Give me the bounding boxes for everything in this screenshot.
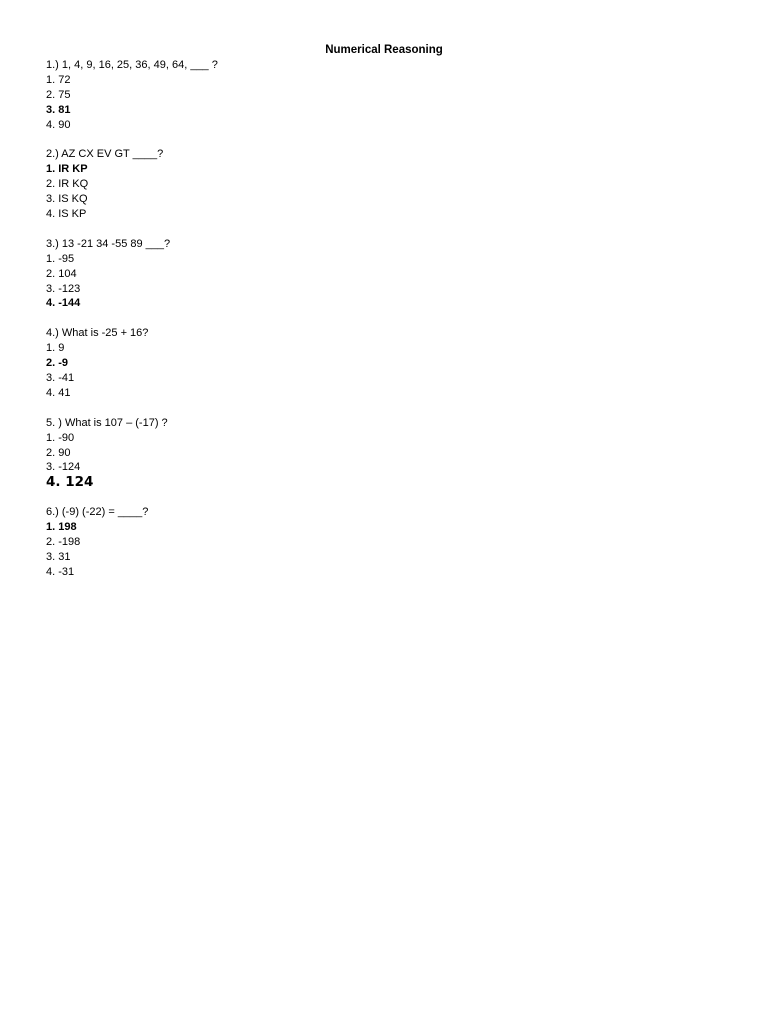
question-1	[46, 58, 726, 133]
question-prompt: 3.) 13 -21 34 -55 89 ___?	[46, 237, 171, 250]
correct-answer-option: 4. 124	[46, 474, 94, 491]
question-list	[46, 58, 726, 580]
answer-option: 3. -124	[46, 461, 81, 474]
answer-option: 4. IS KP	[46, 208, 87, 221]
question-prompt: 6.) (-9) (-22) = ____?	[46, 506, 149, 519]
question-2	[46, 147, 726, 222]
question-prompt: 1.) 1, 4, 9, 16, 25, 36, 49, 64, ___ ?	[46, 59, 218, 71]
question-3	[46, 237, 726, 312]
answer-option: 2. -198	[46, 536, 81, 549]
document-title: Numerical Reasoning	[325, 44, 443, 56]
answer-option: 2. 90	[46, 446, 71, 459]
answer-option: 4. 90	[46, 118, 71, 131]
answer-option: 1. 72	[46, 73, 71, 86]
answer-option: 3. -123	[46, 282, 81, 295]
answer-option: 3. -41	[46, 371, 75, 384]
question-prompt: 2.) AZ CX EV GT ____?	[46, 148, 164, 161]
question-4	[46, 326, 726, 401]
answer-option: 2. 104	[46, 267, 77, 280]
question-6	[46, 505, 726, 580]
correct-answer-option: 3. 81	[46, 103, 71, 116]
correct-answer-option: 4. -144	[46, 297, 81, 310]
correct-answer-option: 1. 198	[46, 521, 77, 534]
question-5	[46, 416, 726, 491]
answer-option: 2. IR KQ	[46, 178, 89, 191]
question-prompt: 4.) What is -25 + 16?	[46, 327, 149, 340]
answer-option: 3. 31	[46, 550, 71, 563]
answer-option: 2. 75	[46, 88, 71, 101]
correct-answer-option: 2. -9	[46, 357, 69, 370]
answer-option: 4. 41	[46, 386, 71, 399]
answer-option: 1. -90	[46, 431, 75, 444]
correct-answer-option: 1. IR KP	[46, 163, 88, 176]
answer-option: 1. 9	[46, 342, 65, 355]
answer-option: 4. -31	[46, 565, 75, 578]
answer-option: 3. IS KQ	[46, 193, 88, 206]
question-prompt: 5. ) What is 107 – (-17) ?	[46, 416, 168, 429]
answer-option: 1. -95	[46, 252, 75, 265]
